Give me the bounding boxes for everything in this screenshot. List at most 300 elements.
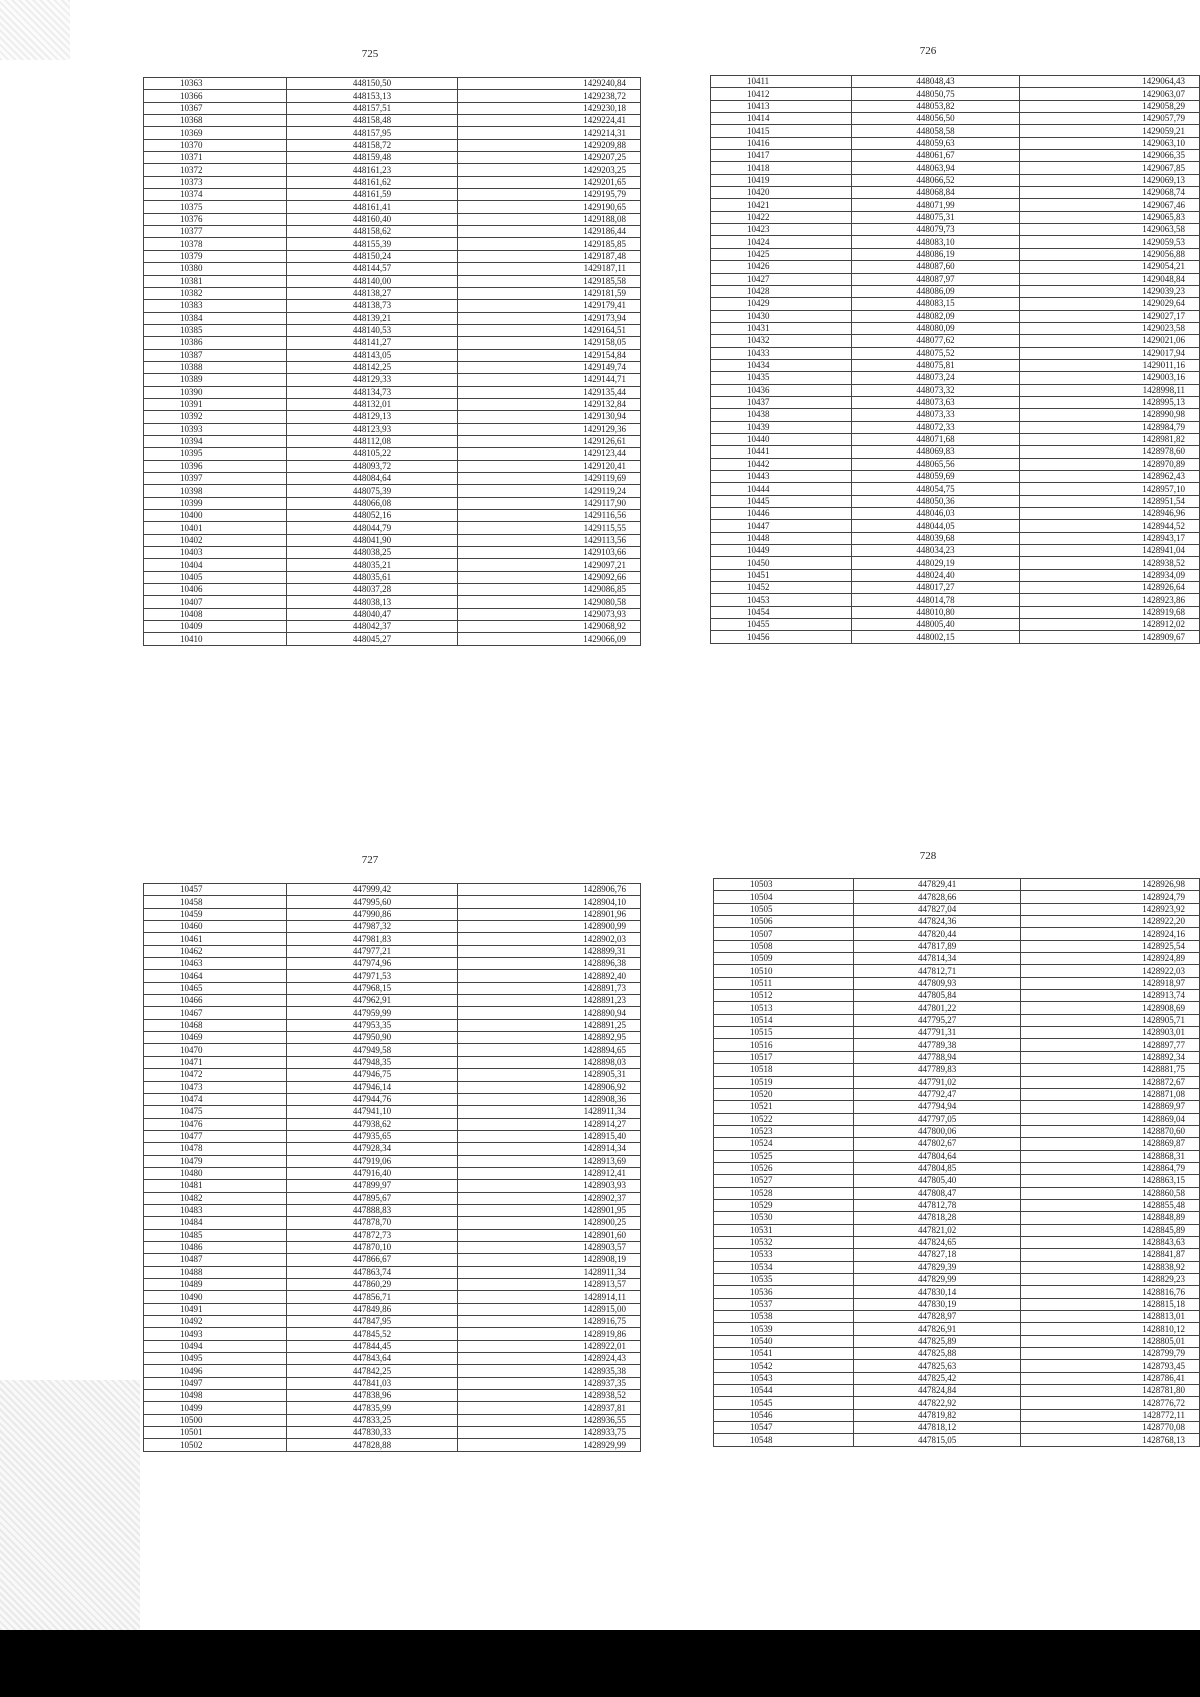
table-row [144,398,641,410]
table-row [714,1360,1200,1372]
x-coordinate-cell: 447878,70 [287,1217,458,1229]
point-number-cell: 10470 [144,1044,287,1056]
table-row [714,1422,1200,1434]
table-row [144,238,641,250]
y-coordinate-cell: 1428868,31 [1021,1150,1200,1162]
x-coordinate-cell: 448138,27 [287,287,458,299]
table-row [711,137,1200,149]
table-row [714,1274,1200,1286]
table-row [714,1002,1200,1014]
x-coordinate-cell: 448139,21 [287,312,458,324]
x-coordinate-cell: 448087,97 [852,273,1020,285]
y-coordinate-cell: 1428870,60 [1021,1125,1200,1137]
table-row [144,1241,641,1253]
table-row [711,396,1200,408]
table-row [714,1249,1200,1261]
point-number-cell: 10546 [714,1409,854,1421]
table-row [714,1409,1200,1421]
y-coordinate-cell: 1428896,38 [458,958,641,970]
point-number-cell: 10539 [714,1323,854,1335]
y-coordinate-cell: 1428929,99 [458,1439,641,1451]
point-number-cell: 10527 [714,1175,854,1187]
table-row [144,933,641,945]
x-coordinate-cell: 448142,25 [287,361,458,373]
y-coordinate-cell: 1428902,03 [458,933,641,945]
y-coordinate-cell: 1429023,58 [1019,322,1199,334]
point-number-cell: 10448 [711,532,852,544]
y-coordinate-cell: 1428962,43 [1019,471,1199,483]
y-coordinate-cell: 1428984,79 [1019,421,1199,433]
y-coordinate-cell: 1429135,44 [458,386,641,398]
table-row [144,921,641,933]
x-coordinate-cell: 448159,48 [287,152,458,164]
table-row [144,1019,641,1031]
y-coordinate-cell: 1429132,84 [458,398,641,410]
point-number-cell: 10389 [144,374,287,386]
x-coordinate-cell: 447856,71 [287,1291,458,1303]
y-coordinate-cell: 1429120,41 [458,460,641,472]
y-coordinate-cell: 1429103,66 [458,547,641,559]
y-coordinate-cell: 1428914,11 [458,1291,641,1303]
y-coordinate-cell: 1429240,84 [458,78,641,90]
x-coordinate-cell: 447928,34 [287,1143,458,1155]
table-row [144,1143,641,1155]
table-row [144,361,641,373]
y-coordinate-cell: 1428860,58 [1021,1187,1200,1199]
point-number-cell: 10518 [714,1064,854,1076]
point-number-cell: 10499 [144,1402,287,1414]
y-coordinate-cell: 1428892,34 [1021,1051,1200,1063]
x-coordinate-cell: 447981,83 [287,933,458,945]
x-coordinate-cell: 447895,67 [287,1192,458,1204]
point-number-cell: 10455 [711,619,852,631]
y-coordinate-cell: 1428905,71 [1021,1014,1200,1026]
point-number-cell: 10445 [711,495,852,507]
point-number-cell: 10434 [711,359,852,371]
point-number-cell: 10456 [711,631,852,643]
y-coordinate-cell: 1428918,97 [1021,977,1200,989]
y-coordinate-cell: 1428922,03 [1021,965,1200,977]
point-number-cell: 10532 [714,1236,854,1248]
y-coordinate-cell: 1429039,23 [1019,285,1199,297]
x-coordinate-cell: 447827,18 [854,1249,1021,1261]
y-coordinate-cell: 1429230,18 [458,102,641,114]
x-coordinate-cell: 448105,22 [287,448,458,460]
y-coordinate-cell: 1429186,44 [458,226,641,238]
point-number-cell: 10526 [714,1162,854,1174]
point-number-cell: 10540 [714,1335,854,1347]
y-coordinate-cell: 1429067,85 [1019,162,1199,174]
x-coordinate-cell: 447888,83 [287,1204,458,1216]
point-number-cell: 10430 [711,310,852,322]
y-coordinate-cell: 1428793,45 [1021,1360,1200,1372]
x-coordinate-cell: 447788,94 [854,1051,1021,1063]
x-coordinate-cell: 447843,64 [287,1353,458,1365]
table-row [714,1051,1200,1063]
y-coordinate-cell: 1428916,75 [458,1316,641,1328]
y-coordinate-cell: 1428855,48 [1021,1199,1200,1211]
y-coordinate-cell: 1429029,64 [1019,298,1199,310]
x-coordinate-cell: 448058,58 [852,125,1020,137]
y-coordinate-cell: 1428901,96 [458,908,641,920]
point-number-cell: 10428 [711,285,852,297]
table-row [144,102,641,114]
x-coordinate-cell: 447938,62 [287,1118,458,1130]
y-coordinate-cell: 1428815,18 [1021,1298,1200,1310]
y-coordinate-cell: 1428912,41 [458,1167,641,1179]
x-coordinate-cell: 448075,39 [287,485,458,497]
table-row [711,298,1200,310]
point-number-cell: 10521 [714,1101,854,1113]
x-coordinate-cell: 448040,47 [287,608,458,620]
table-row [714,940,1200,952]
x-coordinate-cell: 448052,16 [287,510,458,522]
table-row [144,374,641,386]
y-coordinate-cell: 1428978,60 [1019,446,1199,458]
table-row [714,1372,1200,1384]
y-coordinate-cell: 1428937,81 [458,1402,641,1414]
y-coordinate-cell: 1428810,12 [1021,1323,1200,1335]
x-coordinate-cell: 447789,38 [854,1039,1021,1051]
y-coordinate-cell: 1428890,94 [458,1007,641,1019]
table-row [144,78,641,90]
x-coordinate-cell: 448029,19 [852,557,1020,569]
x-coordinate-cell: 448086,09 [852,285,1020,297]
table-row [144,287,641,299]
point-number-cell: 10495 [144,1353,287,1365]
point-number-cell: 10443 [711,471,852,483]
point-number-cell: 10457 [144,884,287,896]
x-coordinate-cell: 448157,95 [287,127,458,139]
table-row [714,1434,1200,1446]
point-number-cell: 10401 [144,522,287,534]
x-coordinate-cell: 447847,95 [287,1316,458,1328]
x-coordinate-cell: 448054,75 [852,483,1020,495]
y-coordinate-cell: 1428843,63 [1021,1236,1200,1248]
point-number-cell: 10436 [711,384,852,396]
point-number-cell: 10509 [714,953,854,965]
x-coordinate-cell: 448150,50 [287,78,458,90]
point-number-cell: 10376 [144,213,287,225]
y-coordinate-cell: 1429017,94 [1019,347,1199,359]
point-number-cell: 10515 [714,1027,854,1039]
table-row [144,473,641,485]
y-coordinate-cell: 1429064,43 [1019,76,1199,88]
y-coordinate-cell: 1428898,03 [458,1056,641,1068]
y-coordinate-cell: 1428926,64 [1019,582,1199,594]
point-number-cell: 10429 [711,298,852,310]
x-coordinate-cell: 447849,86 [287,1303,458,1315]
x-coordinate-cell: 447944,76 [287,1093,458,1105]
x-coordinate-cell: 448071,99 [852,199,1020,211]
y-coordinate-cell: 1429187,11 [458,263,641,275]
point-number-cell: 10423 [711,224,852,236]
table-row [711,532,1200,544]
point-number-cell: 10508 [714,940,854,952]
page-number: 727 [361,854,379,866]
table-row [714,1039,1200,1051]
table-row [714,1014,1200,1026]
page-number: 728 [919,850,937,862]
x-coordinate-cell: 447804,64 [854,1150,1021,1162]
point-number-cell: 10382 [144,287,287,299]
y-coordinate-cell: 1428816,76 [1021,1286,1200,1298]
point-number-cell: 10478 [144,1143,287,1155]
point-number-cell: 10522 [714,1113,854,1125]
table-row [714,879,1200,891]
scan-shading-left [0,1380,140,1630]
table-row [144,312,641,324]
table-row [714,1088,1200,1100]
table-row [711,236,1200,248]
point-number-cell: 10507 [714,928,854,940]
point-number-cell: 10516 [714,1039,854,1051]
y-coordinate-cell: 1428799,79 [1021,1348,1200,1360]
table-row [711,261,1200,273]
y-coordinate-cell: 1428925,54 [1021,940,1200,952]
point-number-cell: 10545 [714,1397,854,1409]
x-coordinate-cell: 447805,84 [854,990,1021,1002]
y-coordinate-cell: 1429188,08 [458,213,641,225]
point-number-cell: 10480 [144,1167,287,1179]
x-coordinate-cell: 447825,89 [854,1335,1021,1347]
table-row [711,582,1200,594]
table-row [714,1323,1200,1335]
point-number-cell: 10491 [144,1303,287,1315]
x-coordinate-cell: 447962,91 [287,995,458,1007]
table-row [144,596,641,608]
y-coordinate-cell: 1429067,46 [1019,199,1199,211]
point-number-cell: 10438 [711,409,852,421]
table-row [144,139,641,151]
y-coordinate-cell: 1429065,83 [1019,211,1199,223]
x-coordinate-cell: 448050,75 [852,88,1020,100]
point-number-cell: 10431 [711,322,852,334]
table-row [714,1397,1200,1409]
point-number-cell: 10385 [144,324,287,336]
y-coordinate-cell: 1428924,16 [1021,928,1200,940]
point-number-cell: 10463 [144,958,287,970]
point-number-cell: 10501 [144,1427,287,1439]
point-number-cell: 10422 [711,211,852,223]
x-coordinate-cell: 447860,29 [287,1279,458,1291]
point-number-cell: 10426 [711,261,852,273]
table-row [714,1236,1200,1248]
x-coordinate-cell: 448082,09 [852,310,1020,322]
y-coordinate-cell: 1429113,56 [458,534,641,546]
table-row [714,1138,1200,1150]
y-coordinate-cell: 1428904,10 [458,896,641,908]
table-row [711,285,1200,297]
table-row [711,113,1200,125]
y-coordinate-cell: 1429058,29 [1019,100,1199,112]
table-row [144,250,641,262]
y-coordinate-cell: 1429238,72 [458,90,641,102]
y-coordinate-cell: 1428913,74 [1021,990,1200,1002]
x-coordinate-cell: 448042,37 [287,621,458,633]
point-number-cell: 10388 [144,361,287,373]
table-row [711,545,1200,557]
x-coordinate-cell: 447833,25 [287,1414,458,1426]
x-coordinate-cell: 448035,61 [287,571,458,583]
table-row [714,1076,1200,1088]
point-number-cell: 10496 [144,1365,287,1377]
point-number-cell: 10543 [714,1372,854,1384]
x-coordinate-cell: 447990,86 [287,908,458,920]
table-row [711,150,1200,162]
point-number-cell: 10471 [144,1056,287,1068]
y-coordinate-cell: 1429195,79 [458,189,641,201]
point-number-cell: 10387 [144,349,287,361]
x-coordinate-cell: 448158,48 [287,115,458,127]
x-coordinate-cell: 448087,60 [852,261,1020,273]
x-coordinate-cell: 448083,10 [852,236,1020,248]
table-row [144,958,641,970]
table-row [144,608,641,620]
y-coordinate-cell: 1429207,25 [458,152,641,164]
point-number-cell: 10459 [144,908,287,920]
x-coordinate-cell: 447870,10 [287,1241,458,1253]
x-coordinate-cell: 448068,84 [852,187,1020,199]
y-coordinate-cell: 1428871,08 [1021,1088,1200,1100]
y-coordinate-cell: 1429069,13 [1019,174,1199,186]
y-coordinate-cell: 1428906,76 [458,884,641,896]
y-coordinate-cell: 1428924,43 [458,1353,641,1365]
x-coordinate-cell: 448075,81 [852,359,1020,371]
table-row [144,633,641,645]
table-row [144,263,641,275]
table-row [714,1298,1200,1310]
y-coordinate-cell: 1428899,31 [458,945,641,957]
point-number-cell: 10373 [144,176,287,188]
point-number-cell: 10393 [144,423,287,435]
table-row [144,896,641,908]
x-coordinate-cell: 447820,44 [854,928,1021,940]
x-coordinate-cell: 447968,15 [287,982,458,994]
table-row [711,359,1200,371]
y-coordinate-cell: 1428768,13 [1021,1434,1200,1446]
y-coordinate-cell: 1429063,07 [1019,88,1199,100]
y-coordinate-cell: 1428911,34 [458,1106,641,1118]
point-number-cell: 10404 [144,559,287,571]
table-row [144,1291,641,1303]
x-coordinate-cell: 448150,24 [287,250,458,262]
x-coordinate-cell: 448160,40 [287,213,458,225]
point-number-cell: 10506 [714,916,854,928]
x-coordinate-cell: 447804,85 [854,1162,1021,1174]
point-number-cell: 10420 [711,187,852,199]
y-coordinate-cell: 1429056,88 [1019,248,1199,260]
point-number-cell: 10503 [714,879,854,891]
table-row [144,1365,641,1377]
table-row [144,1192,641,1204]
y-coordinate-cell: 1428805,01 [1021,1335,1200,1347]
x-coordinate-cell: 447829,99 [854,1274,1021,1286]
table-row [144,423,641,435]
point-number-cell: 10530 [714,1212,854,1224]
point-number-cell: 10467 [144,1007,287,1019]
point-number-cell: 10512 [714,990,854,1002]
table-row [711,421,1200,433]
x-coordinate-cell: 448143,05 [287,349,458,361]
coordinates-table [713,878,1200,1447]
y-coordinate-cell: 1428864,79 [1021,1162,1200,1174]
table-row [711,347,1200,359]
x-coordinate-cell: 448010,80 [852,606,1020,618]
table-row [144,115,641,127]
table-row [144,1106,641,1118]
point-number-cell: 10454 [711,606,852,618]
y-coordinate-cell: 1428897,77 [1021,1039,1200,1051]
point-number-cell: 10374 [144,189,287,201]
y-coordinate-cell: 1429119,69 [458,473,641,485]
point-number-cell: 10386 [144,337,287,349]
point-number-cell: 10485 [144,1229,287,1241]
y-coordinate-cell: 1428923,92 [1021,903,1200,915]
table-row [711,619,1200,631]
table-row [711,199,1200,211]
point-number-cell: 10383 [144,300,287,312]
y-coordinate-cell: 1429116,56 [458,510,641,522]
x-coordinate-cell: 448073,63 [852,396,1020,408]
y-coordinate-cell: 1428912,02 [1019,619,1199,631]
x-coordinate-cell: 447818,12 [854,1422,1021,1434]
y-coordinate-cell: 1428903,93 [458,1180,641,1192]
point-number-cell: 10488 [144,1266,287,1278]
x-coordinate-cell: 448044,05 [852,520,1020,532]
y-coordinate-cell: 1428848,89 [1021,1212,1200,1224]
x-coordinate-cell: 448046,03 [852,508,1020,520]
table-row [144,559,641,571]
point-number-cell: 10517 [714,1051,854,1063]
x-coordinate-cell: 447977,21 [287,945,458,957]
table-row [714,1027,1200,1039]
table-row [714,1113,1200,1125]
x-coordinate-cell: 447830,33 [287,1427,458,1439]
table-row [144,497,641,509]
table-row [714,1101,1200,1113]
y-coordinate-cell: 1428786,41 [1021,1372,1200,1384]
x-coordinate-cell: 447824,65 [854,1236,1021,1248]
x-coordinate-cell: 448161,41 [287,201,458,213]
table-row [144,1032,641,1044]
x-coordinate-cell: 447948,35 [287,1056,458,1068]
point-number-cell: 10497 [144,1377,287,1389]
x-coordinate-cell: 448072,33 [852,421,1020,433]
y-coordinate-cell: 1428914,27 [458,1118,641,1130]
point-number-cell: 10510 [714,965,854,977]
y-coordinate-cell: 1428776,72 [1021,1397,1200,1409]
point-number-cell: 10414 [711,113,852,125]
table-row [144,226,641,238]
y-coordinate-cell: 1428900,25 [458,1217,641,1229]
table-row [711,495,1200,507]
y-coordinate-cell: 1428845,89 [1021,1224,1200,1236]
x-coordinate-cell: 448066,52 [852,174,1020,186]
x-coordinate-cell: 448158,72 [287,139,458,151]
point-number-cell: 10458 [144,896,287,908]
table-row [714,1385,1200,1397]
x-coordinate-cell: 447821,02 [854,1224,1021,1236]
y-coordinate-cell: 1428841,87 [1021,1249,1200,1261]
point-number-cell: 10461 [144,933,287,945]
table-row [711,310,1200,322]
y-coordinate-cell: 1428908,19 [458,1254,641,1266]
x-coordinate-cell: 448044,79 [287,522,458,534]
x-coordinate-cell: 447828,66 [854,891,1021,903]
table-row [144,324,641,336]
point-number-cell: 10418 [711,162,852,174]
